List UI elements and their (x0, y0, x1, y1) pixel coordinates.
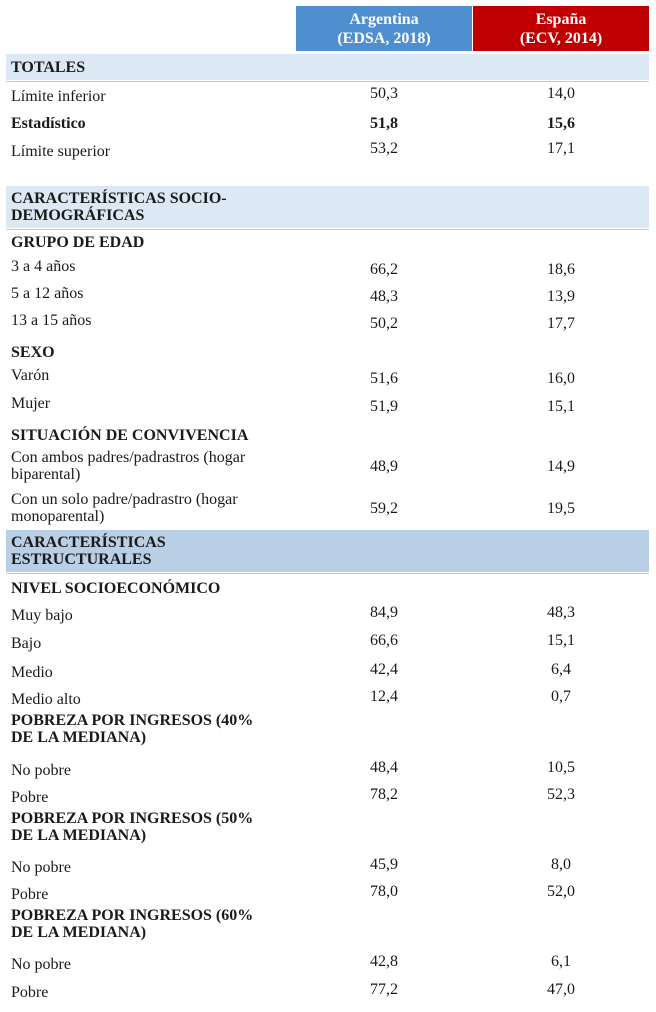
value-espana: 52,3 (547, 786, 575, 803)
header-espana-line2: (ECV, 2014) (519, 29, 603, 47)
row-label: Mujer (11, 395, 51, 412)
value-espana: 14,0 (547, 85, 575, 102)
header-argentina (296, 6, 472, 51)
subsection-pobreza-60-line1: POBREZA POR INGRESOS (60% (11, 907, 254, 924)
value-espana: 0,7 (551, 688, 571, 705)
header-argentina-line2: (EDSA, 2018) (337, 29, 431, 47)
row-label: Límite superior (11, 143, 111, 160)
row-label: Varón (11, 367, 50, 384)
value-argentina: 78,0 (370, 883, 398, 900)
header-espana-line1: España (535, 10, 587, 28)
value-argentina: 48,9 (370, 458, 398, 475)
row-label: Pobre (11, 789, 49, 806)
value-espana: 15,1 (547, 398, 575, 415)
value-argentina: 51,9 (370, 398, 398, 415)
row-label: Medio alto (11, 691, 81, 708)
section-socio-line1: CARACTERÍSTICAS SOCIO- (11, 190, 227, 207)
value-argentina: 51,8 (370, 115, 398, 132)
row-label-line1: Con ambos padres/padrastros (hogar (11, 449, 246, 466)
value-argentina: 50,2 (370, 315, 398, 332)
value-argentina: 48,4 (370, 759, 398, 776)
value-argentina: 77,2 (370, 981, 398, 998)
value-argentina: 48,3 (370, 288, 398, 305)
value-argentina: 66,6 (370, 632, 398, 649)
value-espana: 15,1 (547, 632, 575, 649)
subsection-sexo: SEXO (11, 344, 55, 361)
row-label: Medio (11, 664, 53, 681)
divider (6, 573, 649, 574)
subsection-pobreza-60-line2: DE LA MEDIANA) (11, 924, 147, 941)
value-argentina: 45,9 (370, 856, 398, 873)
row-label-line2: monoparental) (11, 508, 105, 525)
value-espana: 8,0 (551, 856, 571, 873)
subsection-nse: NIVEL SOCIOECONÓMICO (11, 580, 221, 597)
value-espana: 6,4 (551, 661, 571, 678)
value-espana: 19,5 (547, 500, 575, 517)
value-argentina: 12,4 (370, 688, 398, 705)
row-label: Bajo (11, 635, 42, 652)
subsection-pobreza-50-line1: POBREZA POR INGRESOS (50% (11, 810, 254, 827)
value-espana: 47,0 (547, 981, 575, 998)
value-argentina: 66,2 (370, 261, 398, 278)
row-label: Estadístico (11, 115, 86, 132)
value-espana: 48,3 (547, 604, 575, 621)
value-argentina: 78,2 (370, 786, 398, 803)
row-label: 3 a 4 años (11, 258, 76, 275)
subsection-grupo-edad: GRUPO DE EDAD (11, 234, 145, 251)
divider (6, 81, 649, 82)
row-label: Límite inferior (11, 88, 106, 105)
value-espana: 17,1 (547, 140, 575, 157)
value-espana: 14,9 (547, 458, 575, 475)
value-argentina: 42,4 (370, 661, 398, 678)
value-argentina: 53,2 (370, 140, 398, 157)
row-label-line2: biparental) (11, 466, 81, 483)
section-estructurales-line2: ESTRUCTURALES (11, 551, 152, 568)
subsection-pobreza-50-line2: DE LA MEDIANA) (11, 827, 147, 844)
value-argentina: 59,2 (370, 500, 398, 517)
row-label: Muy bajo (11, 607, 73, 624)
value-espana: 13,9 (547, 288, 575, 305)
value-argentina: 50,3 (370, 85, 398, 102)
row-label-line1: Con un solo padre/padrastro (hogar (11, 491, 238, 508)
section-estructurales-line1: CARACTERÍSTICAS (11, 534, 166, 551)
row-label: 13 a 15 años (11, 312, 92, 329)
row-label: Pobre (11, 886, 49, 903)
value-espana: 10,5 (547, 759, 575, 776)
value-espana: 17,7 (547, 315, 575, 332)
row-label: No pobre (11, 762, 71, 779)
row-label: Pobre (11, 984, 49, 1001)
subsection-pobreza-40-line2: DE LA MEDIANA) (11, 729, 147, 746)
section-totales: TOTALES (11, 59, 86, 76)
value-argentina: 51,6 (370, 370, 398, 387)
divider (6, 229, 649, 230)
row-label: No pobre (11, 956, 71, 973)
subsection-convivencia: SITUACIÓN DE CONVIVENCIA (11, 427, 249, 444)
header-argentina-line1: Argentina (349, 10, 419, 28)
value-espana: 15,6 (547, 115, 575, 132)
value-argentina: 42,8 (370, 953, 398, 970)
value-espana: 6,1 (551, 953, 571, 970)
header-espana (473, 6, 649, 51)
value-espana: 52,0 (547, 883, 575, 900)
value-espana: 16,0 (547, 370, 575, 387)
row-label: No pobre (11, 859, 71, 876)
subsection-pobreza-40-line1: POBREZA POR INGRESOS (40% (11, 712, 254, 729)
row-label: 5 a 12 años (11, 285, 84, 302)
value-espana: 18,6 (547, 261, 575, 278)
section-socio-line2: DEMOGRÁFICAS (11, 207, 145, 224)
value-argentina: 84,9 (370, 604, 398, 621)
